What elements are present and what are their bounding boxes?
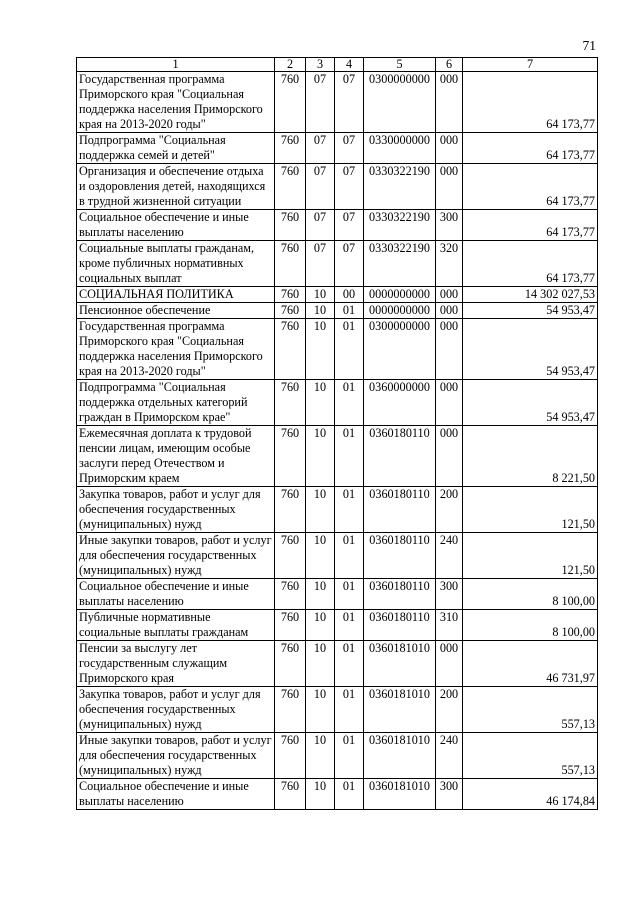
row-col-4: 01 — [335, 487, 364, 533]
row-amount: 54 953,47 — [463, 319, 598, 380]
row-col-4: 01 — [335, 579, 364, 610]
row-name: Социальные выплаты гражданам, кроме публичных нормативных социальных выплат — [77, 241, 275, 287]
table-row — [77, 533, 598, 579]
row-col-4: 01 — [335, 380, 364, 426]
table-row — [77, 779, 598, 810]
header-col-6: 6 — [436, 58, 463, 72]
row-amount: 46 731,97 — [463, 641, 598, 687]
row-col-5: 0300000000 — [364, 319, 436, 380]
row-col-6: 240 — [436, 533, 463, 579]
row-col-5: 0360180110 — [364, 533, 436, 579]
table-row — [77, 687, 598, 733]
row-col-3: 10 — [306, 779, 335, 810]
row-col-3: 07 — [306, 210, 335, 241]
table-row — [77, 610, 598, 641]
row-col-6: 000 — [436, 380, 463, 426]
row-col-2: 760 — [275, 303, 306, 319]
row-col-6: 000 — [436, 164, 463, 210]
row-col-2: 760 — [275, 164, 306, 210]
row-col-6: 300 — [436, 779, 463, 810]
row-amount: 8 100,00 — [463, 610, 598, 641]
table-row — [77, 487, 598, 533]
row-col-6: 200 — [436, 687, 463, 733]
row-col-6: 000 — [436, 133, 463, 164]
row-col-3: 07 — [306, 72, 335, 133]
header-col-1: 1 — [77, 58, 275, 72]
table-row — [77, 72, 598, 133]
row-amount: 64 173,77 — [463, 210, 598, 241]
row-col-4: 01 — [335, 641, 364, 687]
row-name: Социальное обеспечение и иные выплаты населению — [77, 779, 275, 810]
table-row — [77, 733, 598, 779]
row-col-2: 760 — [275, 380, 306, 426]
row-col-6: 000 — [436, 303, 463, 319]
row-col-2: 760 — [275, 487, 306, 533]
row-col-5: 0330322190 — [364, 164, 436, 210]
row-col-4: 07 — [335, 164, 364, 210]
row-col-5: 0360181010 — [364, 779, 436, 810]
row-amount: 54 953,47 — [463, 303, 598, 319]
row-col-2: 760 — [275, 610, 306, 641]
table-row — [77, 426, 598, 487]
row-amount: 14 302 027,53 — [463, 287, 598, 303]
budget-table — [76, 57, 598, 810]
row-name: Публичные нормативные социальные выплаты гражданам — [77, 610, 275, 641]
row-col-5: 0300000000 — [364, 72, 436, 133]
row-name: Закупка товаров, работ и услуг для обеспечения государственных (муниципальных) нужд — [77, 687, 275, 733]
row-col-2: 760 — [275, 687, 306, 733]
row-name: Государственная программа Приморского края "Социальная поддержка населения Приморского края на 2013-2020 годы" — [77, 319, 275, 380]
table-row — [77, 133, 598, 164]
page-number: 71 — [582, 38, 596, 53]
row-col-4: 01 — [335, 687, 364, 733]
row-col-6: 320 — [436, 241, 463, 287]
row-col-6: 310 — [436, 610, 463, 641]
row-col-3: 10 — [306, 733, 335, 779]
row-col-6: 000 — [436, 426, 463, 487]
header-col-2: 2 — [275, 58, 306, 72]
row-col-6: 200 — [436, 487, 463, 533]
row-col-5: 0360181010 — [364, 641, 436, 687]
row-col-4: 07 — [335, 241, 364, 287]
header-col-5: 5 — [364, 58, 436, 72]
row-col-3: 10 — [306, 533, 335, 579]
row-col-4: 01 — [335, 319, 364, 380]
row-col-2: 760 — [275, 579, 306, 610]
table-row — [77, 319, 598, 380]
row-amount: 121,50 — [463, 487, 598, 533]
row-name: Иные закупки товаров, работ и услуг для обеспечения государственных (муниципальных) нужд — [77, 733, 275, 779]
row-col-3: 10 — [306, 610, 335, 641]
row-col-5: 0360180110 — [364, 426, 436, 487]
row-name: Ежемесячная доплата к трудовой пенсии лицам, имеющим особые заслуги перед Отечеством и Приморским краем — [77, 426, 275, 487]
row-col-3: 10 — [306, 426, 335, 487]
row-amount: 64 173,77 — [463, 241, 598, 287]
row-col-3: 10 — [306, 380, 335, 426]
row-col-3: 10 — [306, 303, 335, 319]
row-col-4: 07 — [335, 210, 364, 241]
row-col-2: 760 — [275, 426, 306, 487]
row-amount: 121,50 — [463, 533, 598, 579]
row-col-2: 760 — [275, 533, 306, 579]
row-col-4: 01 — [335, 303, 364, 319]
row-col-5: 0000000000 — [364, 287, 436, 303]
row-name: Иные закупки товаров, работ и услуг для обеспечения государственных (муниципальных) нужд — [77, 533, 275, 579]
row-col-6: 000 — [436, 287, 463, 303]
row-name: Организация и обеспечение отдыха и оздоровления детей, находящихся в трудной жизненной ситуации — [77, 164, 275, 210]
row-name: Пенсии за выслугу лет государственным служащим Приморского края — [77, 641, 275, 687]
row-col-3: 10 — [306, 287, 335, 303]
row-col-2: 760 — [275, 287, 306, 303]
row-col-2: 760 — [275, 210, 306, 241]
row-col-4: 01 — [335, 779, 364, 810]
row-col-5: 0330322190 — [364, 241, 436, 287]
row-col-2: 760 — [275, 641, 306, 687]
table-row — [77, 287, 598, 303]
row-col-3: 10 — [306, 487, 335, 533]
row-col-5: 0360000000 — [364, 380, 436, 426]
row-col-2: 760 — [275, 779, 306, 810]
row-col-5: 0330322190 — [364, 210, 436, 241]
row-col-5: 0330000000 — [364, 133, 436, 164]
row-col-2: 760 — [275, 733, 306, 779]
header-col-4: 4 — [335, 58, 364, 72]
row-name: Социальное обеспечение и иные выплаты населению — [77, 579, 275, 610]
row-col-6: 000 — [436, 641, 463, 687]
table-header-row — [77, 58, 598, 72]
table-row — [77, 164, 598, 210]
row-col-5: 0360180110 — [364, 487, 436, 533]
row-col-3: 07 — [306, 241, 335, 287]
row-col-4: 07 — [335, 72, 364, 133]
row-col-5: 0360180110 — [364, 579, 436, 610]
row-col-5: 0360180110 — [364, 610, 436, 641]
row-col-2: 760 — [275, 241, 306, 287]
row-col-6: 240 — [436, 733, 463, 779]
row-col-4: 01 — [335, 610, 364, 641]
row-name: Подпрограмма "Социальная поддержка отдельных категорий граждан в Приморском крае" — [77, 380, 275, 426]
row-col-3: 10 — [306, 579, 335, 610]
row-name: Государственная программа Приморского края "Социальная поддержка населения Приморского края на 2013-2020 годы" — [77, 72, 275, 133]
row-col-2: 760 — [275, 133, 306, 164]
row-col-5: 0000000000 — [364, 303, 436, 319]
row-amount: 64 173,77 — [463, 164, 598, 210]
row-col-5: 0360181010 — [364, 733, 436, 779]
row-amount: 8 221,50 — [463, 426, 598, 487]
header-col-3: 3 — [306, 58, 335, 72]
row-amount: 46 174,84 — [463, 779, 598, 810]
row-col-3: 07 — [306, 164, 335, 210]
row-col-4: 01 — [335, 533, 364, 579]
table-row — [77, 210, 598, 241]
row-amount: 557,13 — [463, 733, 598, 779]
row-col-3: 10 — [306, 687, 335, 733]
row-col-4: 07 — [335, 133, 364, 164]
row-name: Пенсионное обеспечение — [77, 303, 275, 319]
row-col-5: 0360181010 — [364, 687, 436, 733]
row-name: Социальное обеспечение и иные выплаты населению — [77, 210, 275, 241]
row-name: Подпрограмма "Социальная поддержка семей и детей" — [77, 133, 275, 164]
row-col-3: 07 — [306, 133, 335, 164]
table-row — [77, 241, 598, 287]
row-amount: 54 953,47 — [463, 380, 598, 426]
row-amount: 64 173,77 — [463, 133, 598, 164]
header-col-7: 7 — [463, 58, 598, 72]
table-row — [77, 303, 598, 319]
table-row — [77, 380, 598, 426]
row-col-6: 300 — [436, 210, 463, 241]
row-name: СОЦИАЛЬНАЯ ПОЛИТИКА — [77, 287, 275, 303]
row-col-6: 000 — [436, 319, 463, 380]
row-col-4: 01 — [335, 733, 364, 779]
row-col-2: 760 — [275, 319, 306, 380]
row-col-6: 000 — [436, 72, 463, 133]
row-amount: 557,13 — [463, 687, 598, 733]
row-col-3: 10 — [306, 319, 335, 380]
row-amount: 8 100,00 — [463, 579, 598, 610]
row-col-4: 00 — [335, 287, 364, 303]
row-col-6: 300 — [436, 579, 463, 610]
row-col-2: 760 — [275, 72, 306, 133]
row-amount: 64 173,77 — [463, 72, 598, 133]
table-row — [77, 641, 598, 687]
row-name: Закупка товаров, работ и услуг для обеспечения государственных (муниципальных) нужд — [77, 487, 275, 533]
row-col-3: 10 — [306, 641, 335, 687]
row-col-4: 01 — [335, 426, 364, 487]
table-row — [77, 579, 598, 610]
